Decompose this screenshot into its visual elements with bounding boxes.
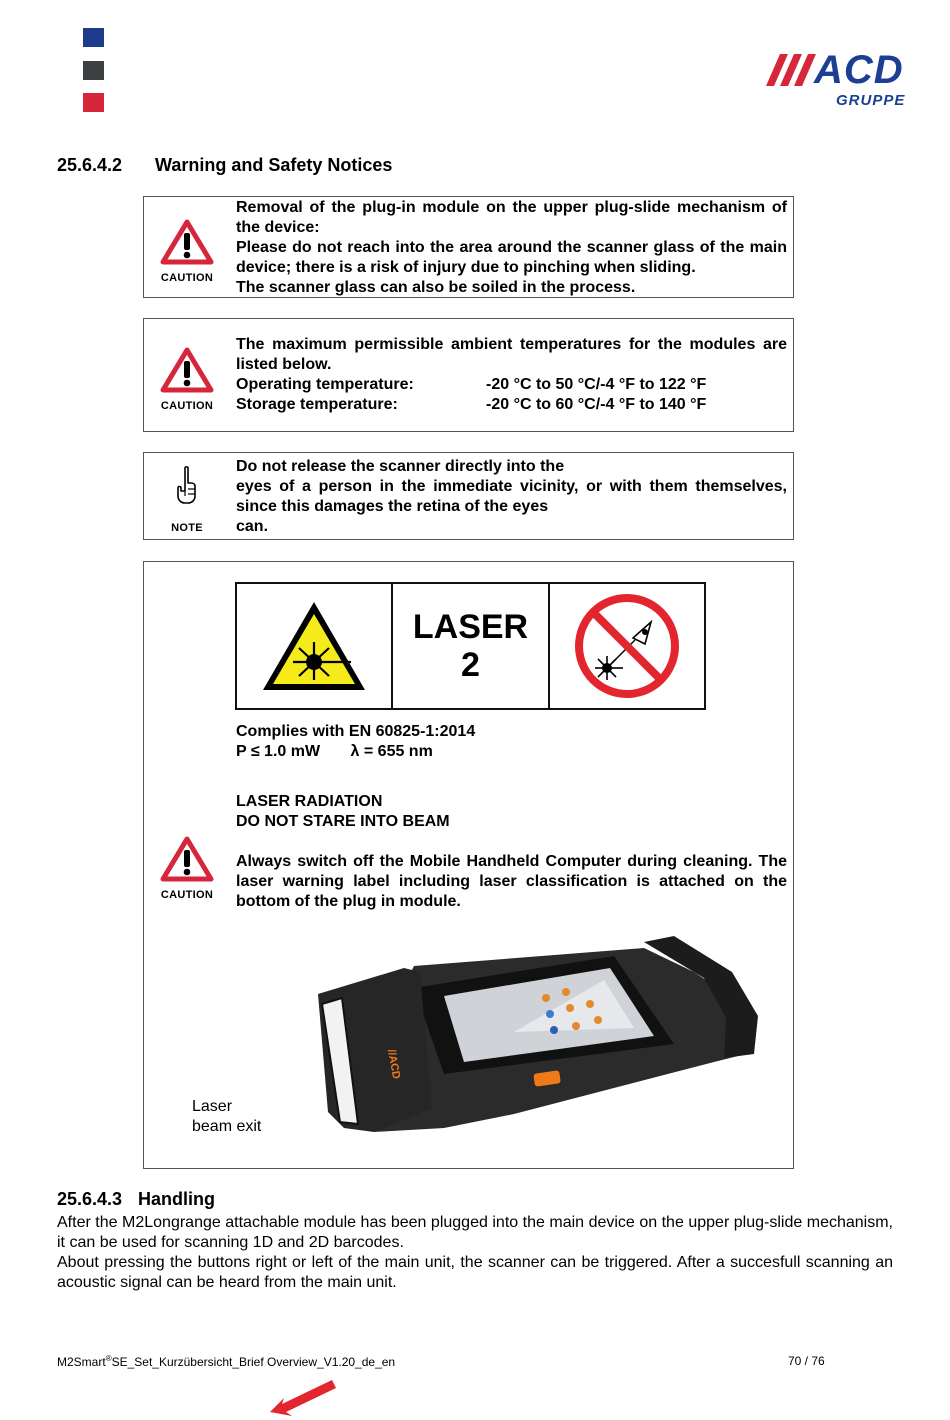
laser-radiation-1: LASER RADIATION	[236, 793, 383, 810]
acd-logo	[766, 46, 921, 112]
laser-complies: Complies with EN 60825-1:2014	[236, 723, 476, 740]
no-stare-cell	[550, 584, 704, 708]
notice-text	[236, 335, 787, 415]
handling-heading	[57, 1189, 215, 1210]
caution-icon-wrap	[144, 347, 230, 412]
caution-icon-wrap	[144, 219, 230, 284]
footer-doc-sup: ®	[105, 1354, 112, 1363]
beam-exit-caption	[192, 1097, 261, 1137]
caution-label: CAUTION	[160, 400, 214, 412]
device-brand: //ACD	[385, 1048, 403, 1081]
laser-radiation-2: DO NOT STARE INTO BEAM	[236, 813, 450, 830]
handling-paragraph-1: After the M2Longrange attachable module has been plugged into the main device on the upper plug-slide mechanism, it can be used for scanning 1D and 2D barcodes.	[57, 1214, 893, 1251]
temperature-key: Operating temperature:	[236, 376, 414, 393]
temperature-value: -20 °C to 50 °C/-4 °F to 122 °F	[486, 376, 707, 393]
footer-doc-prefix: M2Smart	[57, 1355, 106, 1369]
temperature-row	[236, 395, 787, 415]
pointing-hand-icon	[174, 465, 200, 507]
note-label: NOTE	[171, 522, 203, 534]
beam-label-2: beam exit	[192, 1118, 262, 1135]
temperature-key: Storage temperature:	[236, 396, 398, 413]
laser-caution-box	[143, 561, 794, 1169]
section-title: Warning and Safety Notices	[155, 155, 393, 175]
header-square-blue	[83, 28, 104, 47]
laser-class-label	[413, 608, 528, 684]
note-box-eyes	[143, 452, 794, 540]
notice-text	[236, 198, 787, 298]
caution-triangle-icon	[160, 836, 214, 882]
caution-label: CAUTION	[160, 889, 214, 901]
caution-box-temperature	[143, 318, 794, 432]
laser-class-cell	[393, 584, 549, 708]
header-square-red	[83, 93, 104, 112]
caution-icon-wrap	[144, 836, 230, 901]
section-number: 25.6.4.2	[57, 155, 123, 175]
notice-line: Please do not reach into the area around the scanner glass of the main device; there is a risk of injury due to pinching when sliding.	[236, 239, 787, 276]
notice-line: Do not release the scanner directly into the	[236, 458, 565, 475]
handling-number: 25.6.4.3	[57, 1189, 123, 1209]
laser-compliance	[236, 722, 787, 762]
laser-class-word: LASER	[412, 608, 529, 646]
laser-power: P ≤ 1.0 mW	[236, 743, 321, 760]
laser-hazard-cell	[237, 584, 393, 708]
notice-line: eyes of a person in the immediate vicinity, or with them themselves, since this damages the retina of the eyes	[236, 478, 787, 515]
logo-brand: ACD	[814, 48, 904, 92]
handling-title: Handling	[138, 1189, 215, 1209]
footer-page-number: 70 / 76	[788, 1354, 825, 1368]
section-heading	[57, 155, 392, 176]
laser-class-number: 2	[461, 646, 480, 684]
notice-text	[236, 457, 787, 537]
beam-label-1: Laser	[192, 1098, 233, 1115]
notice-line: Removal of the plug-in module on the upper plug-slide mechanism of the device:	[236, 199, 787, 236]
notice-line: The scanner glass can also be soiled in the process.	[236, 279, 636, 296]
temperature-row	[236, 375, 787, 395]
laser-hazard-icon	[259, 598, 369, 694]
note-icon-wrap	[144, 465, 230, 534]
temperature-intro: The maximum permissible ambient temperatures for the modules are listed below.	[236, 336, 787, 373]
caution-triangle-icon	[160, 219, 214, 265]
no-stare-icon	[573, 592, 681, 700]
header-square-grey	[83, 61, 104, 80]
footer-doc-name	[57, 1354, 395, 1369]
temperature-value: -20 °C to 60 °C/-4 °F to 140 °F	[486, 396, 707, 413]
caution-label: CAUTION	[160, 272, 214, 284]
laser-wavelength: λ = 655 nm	[350, 743, 433, 760]
laser-radiation-warning	[236, 792, 787, 832]
laser-label-table	[235, 582, 706, 710]
caution-triangle-icon	[160, 347, 214, 393]
laser-power-line	[236, 742, 787, 762]
footer-doc-suffix: SE_Set_Kurzübersicht_Brief Overview_V1.20_de_en	[111, 1355, 396, 1369]
handling-paragraph-2: About pressing the buttons right or left of the main unit, the scanner can be triggered. After a succesfull scanning an acoustic signal can be heard from the main unit.	[57, 1254, 893, 1291]
device-illustration	[314, 932, 764, 1142]
caution-box-plugin	[143, 196, 794, 298]
logo-sub: GRUPPE	[836, 92, 906, 109]
laser-advice: Always switch off the Mobile Handheld Computer during cleaning. The laser warning label including laser classification is attached on the bottom of the plug in module.	[236, 853, 787, 910]
notice-line: can.	[236, 518, 269, 535]
